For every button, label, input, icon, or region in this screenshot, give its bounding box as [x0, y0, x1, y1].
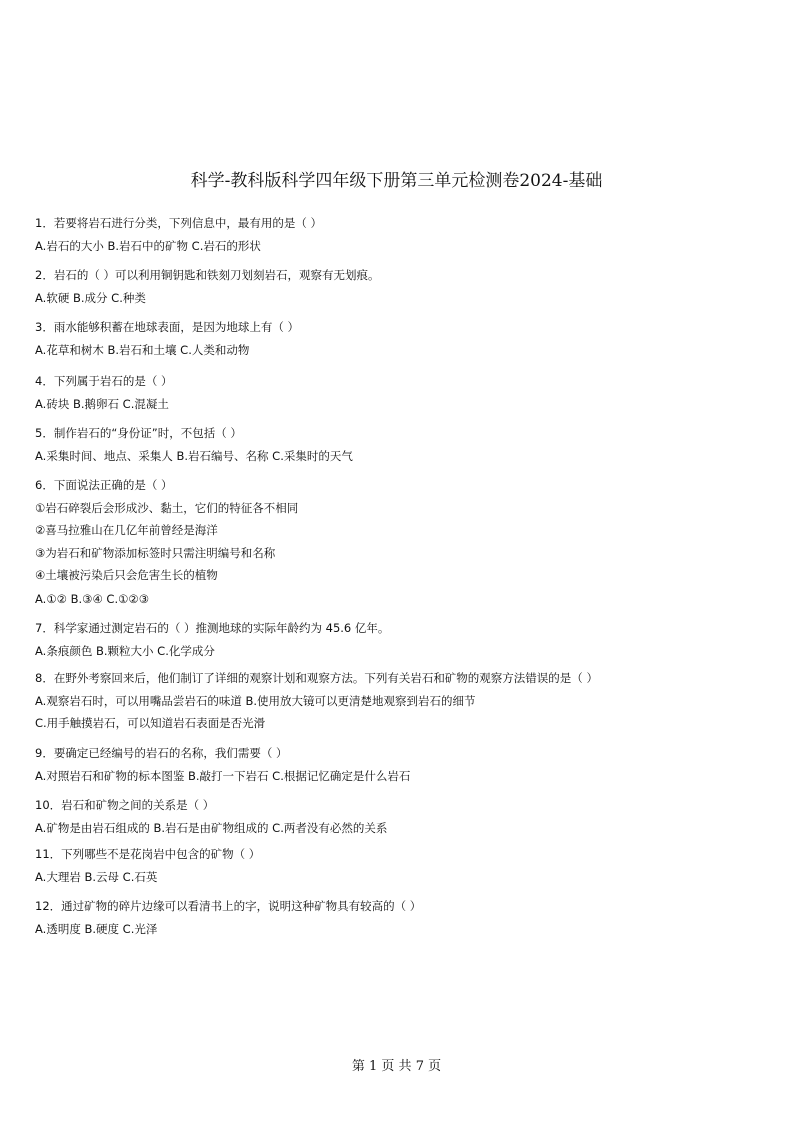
question-options: A.透明度 B.硬度 C.光泽	[35, 922, 158, 936]
question-options: A.采集时间、地点、采集人 B.岩石编号、名称 C.采集时的天气	[35, 449, 353, 463]
question-stem: 2．岩石的（ ）可以利用铜钥匙和铁刻刀划刻岩石，观察有无划痕。	[35, 268, 380, 282]
statement-item: ①岩石碎裂后会形成沙、黏土，它们的特征各不相同	[35, 501, 299, 515]
page-title: 科学-教科版科学四年级下册第三单元检测卷2024-基础	[190, 171, 603, 191]
question-options: A.大理岩 B.云母 C.石英	[35, 870, 158, 884]
question-options: A.条痕颜色 B.颗粒大小 C.化学成分	[35, 644, 215, 658]
question-options: A.软硬 B.成分 C.种类	[35, 291, 146, 305]
question-stem: 4．下列属于岩石的是（ ）	[35, 374, 173, 388]
question-options: A.观察岩石时，可以用嘴品尝岩石的味道 B.使用放大镜可以更清楚地观察到岩石的细节	[35, 694, 476, 708]
question-options: C.用手触摸岩石，可以知道岩石表面是否光滑	[35, 716, 266, 730]
question-stem: 6．下面说法正确的是（ ）	[35, 478, 173, 492]
question-stem: 5．制作岩石的“身份证”时，不包括（ ）	[35, 426, 242, 440]
question-stem: 10．岩石和矿物之间的关系是（ ）	[35, 798, 215, 812]
question-stem: 7．科学家通过测定岩石的（ ）推测地球的实际年龄约为 45.6 亿年。	[35, 621, 390, 635]
question-options: A.对照岩石和矿物的标本图鉴 B.敲打一下岩石 C.根据记忆确定是什么岩石	[35, 769, 411, 783]
question-options: A.岩石的大小 B.岩石中的矿物 C.岩石的形状	[35, 239, 261, 253]
question-options: A.砖块 B.鹅卵石 C.混凝土	[35, 397, 169, 411]
question-stem: 9．要确定已经编号的岩石的名称，我们需要（ ）	[35, 746, 288, 760]
question-stem: 12．通过矿物的碎片边缘可以看清书上的字，说明这种矿物具有较高的（ ）	[35, 899, 422, 913]
question-stem: 11．下列哪些不是花岗岩中包含的矿物（ ）	[35, 847, 261, 861]
question-stem: 3．雨水能够积蓄在地球表面，是因为地球上有（ ）	[35, 320, 299, 334]
question-options: A.花草和树木 B.岩石和土壤 C.人类和动物	[35, 343, 250, 357]
question-stem: 1．若要将岩石进行分类，下列信息中，最有用的是（ ）	[35, 216, 322, 230]
question-options: A.矿物是由岩石组成的 B.岩石是由矿物组成的 C.两者没有必然的关系	[35, 821, 388, 835]
question-stem: 8．在野外考察回来后，他们制订了详细的观察计划和观察方法。下列有关岩石和矿物的观察方法错误的是（ ）	[35, 671, 598, 685]
statement-item: ③为岩石和矿物添加标签时只需注明编号和名称	[35, 546, 276, 560]
statement-item: ④土壤被污染后只会危害生长的植物	[35, 568, 218, 582]
page-footer: 第 1 页 共 7 页	[351, 1059, 442, 1074]
question-options: A.①② B.③④ C.①②③	[35, 592, 150, 606]
statement-item: ②喜马拉雅山在几亿年前曾经是海洋	[35, 523, 218, 537]
